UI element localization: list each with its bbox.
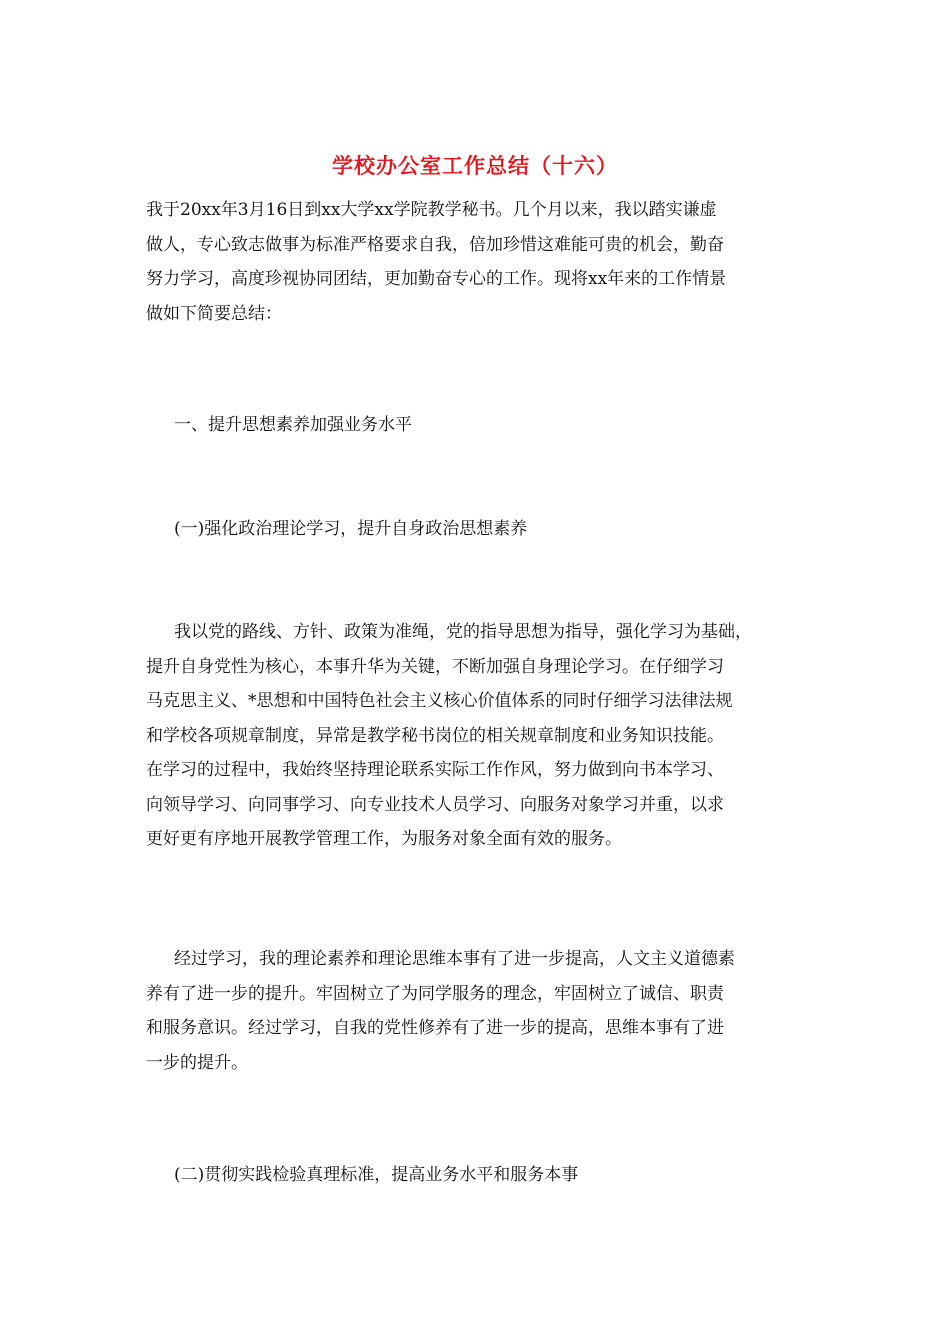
paragraph-line: 和服务意识。经过学习，自我的党性修养有了进一步的提高，思维本事有了进 (146, 1018, 724, 1038)
paragraph-line: 更好更有序地开展教学管理工作，为服务对象全面有效的服务。 (146, 829, 622, 849)
subsection-heading-1: (一)强化政治理论学习，提升自身政治思想素养 (174, 519, 528, 539)
body-paragraph-1 (146, 615, 811, 857)
paragraph-line: 在学习的过程中，我始终坚持理论联系实际工作作风，努力做到向书本学习、 (146, 760, 724, 780)
paragraph-line: 向领导学习、向同事学习、向专业技术人员学习、向服务对象学习并重，以求 (146, 794, 724, 815)
intro-paragraph (146, 193, 811, 331)
intro-line: 我于20xx年3月16日到xx大学xx学院教学秘书。几个月以来，我以踏实谦虚 (146, 200, 717, 220)
paragraph-line: 我以党的路线、方针、政策为准绳，党的指导思想为指导，强化学习为基础， (174, 622, 752, 642)
body-paragraph-2 (146, 942, 811, 1080)
intro-line: 做如下简要总结： (146, 303, 282, 324)
intro-line: 努力学习，高度珍视协同团结，更加勤奋专心的工作。现将xx年来的工作情景 (146, 269, 727, 289)
paragraph-line: 马克思主义、*思想和中国特色社会主义核心价值体系的同时仔细学习法律法规 (146, 691, 733, 711)
subsection-heading-2: (二)贯彻实践检验真理标准，提高业务水平和服务本事 (174, 1165, 579, 1185)
section-heading-1: 一、提升思想素养加强业务水平 (174, 415, 412, 435)
document-title: 学校办公室工作总结（十六） (332, 153, 618, 178)
intro-line: 做人，专心致志做事为标准严格要求自我，倍加珍惜这难能可贵的机会，勤奋 (146, 234, 724, 255)
paragraph-line: 经过学习，我的理论素养和理论思维本事有了进一步提高，人文主义道德素 (174, 949, 735, 969)
paragraph-line: 提升自身党性为核心，本事升华为关键，不断加强自身理论学习。在仔细学习 (146, 656, 724, 677)
paragraph-line: 和学校各项规章制度，异常是教学秘书岗位的相关规章制度和业务知识技能。 (146, 725, 724, 746)
paragraph-line: 养有了进一步的提升。牢固树立了为同学服务的理念，牢固树立了诚信、职责 (146, 983, 724, 1004)
paragraph-line: 一步的提升。 (146, 1052, 248, 1073)
